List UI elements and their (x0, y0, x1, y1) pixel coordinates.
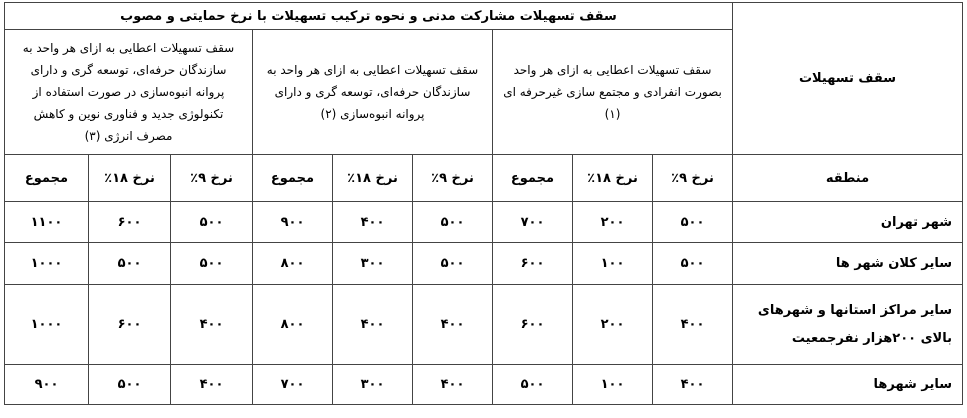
col-header: نرخ ۱۸٪ (573, 155, 653, 202)
value-cell: ۹۰۰ (253, 202, 333, 243)
value-cell: ۳۰۰ (333, 243, 413, 285)
value-cell: ۲۰۰ (573, 285, 653, 365)
col-header: نرخ ۱۸٪ (333, 155, 413, 202)
value-cell: ۹۰۰ (5, 365, 89, 405)
table-title: سقف تسهیلات مشارکت مدنی و نحوه ترکیب تسهیلات با نرخ حمایتی و مصوب (5, 3, 733, 30)
value-cell: ۷۰۰ (493, 202, 573, 243)
value-cell: ۱۰۰۰ (5, 285, 89, 365)
value-cell: ۴۰۰ (653, 285, 733, 365)
region-label: شهر تهران (733, 202, 963, 243)
col-header: مجموع (493, 155, 573, 202)
value-cell: ۶۰۰ (89, 285, 171, 365)
value-cell: ۸۰۰ (253, 243, 333, 285)
table-row (5, 202, 963, 243)
value-cell: ۵۰۰ (89, 243, 171, 285)
region-label: سایر مراکز استانها و شهرهای بالای ۲۰۰هزار نفرجمعیت (733, 285, 963, 365)
value-cell: ۵۰۰ (89, 365, 171, 405)
value-cell: ۱۰۰ (573, 365, 653, 405)
value-cell: ۳۰۰ (333, 365, 413, 405)
value-cell: ۱۱۰۰ (5, 202, 89, 243)
col-header: مجموع (5, 155, 89, 202)
value-cell: ۵۰۰ (493, 365, 573, 405)
value-cell: ۷۰۰ (253, 365, 333, 405)
value-cell: ۴۰۰ (333, 202, 413, 243)
group-header-2: سقف تسهیلات اعطایی به ازای هر واحد به سازندگان حرفه‌ای، توسعه گری و دارای پروانه انبوه‌سازی (۲) (253, 30, 493, 155)
value-cell: ۴۰۰ (413, 285, 493, 365)
value-cell: ۵۰۰ (653, 243, 733, 285)
value-cell: ۵۰۰ (413, 202, 493, 243)
table-row (5, 365, 963, 405)
value-cell: ۵۰۰ (653, 202, 733, 243)
col-header: نرخ ۹٪ (653, 155, 733, 202)
value-cell: ۶۰۰ (493, 285, 573, 365)
value-cell: ۶۰۰ (493, 243, 573, 285)
header-corner-bottom: منطقه (733, 155, 963, 202)
header-corner-top: سقف تسهیلات (733, 3, 963, 155)
region-label: سایر شهرها (733, 365, 963, 405)
value-cell: ۱۰۰۰ (5, 243, 89, 285)
col-header: مجموع (253, 155, 333, 202)
table-row (5, 243, 963, 285)
value-cell: ۴۰۰ (653, 365, 733, 405)
value-cell: ۴۰۰ (413, 365, 493, 405)
col-header: نرخ ۹٪ (413, 155, 493, 202)
value-cell: ۶۰۰ (89, 202, 171, 243)
col-header: نرخ ۹٪ (171, 155, 253, 202)
value-cell: ۵۰۰ (171, 243, 253, 285)
value-cell: ۸۰۰ (253, 285, 333, 365)
group-header-3: سقف تسهیلات اعطایی به ازای هر واحد به سازندگان حرفه‌ای، توسعه گری و دارای پروانه انبوه‌سازی در صورت استفاده از تکنولوژی جدید و فناوری نوین و کاهش مصرف انرژی (۳) (5, 30, 253, 155)
value-cell: ۵۰۰ (171, 202, 253, 243)
value-cell: ۵۰۰ (413, 243, 493, 285)
facilities-table (4, 2, 963, 405)
value-cell: ۲۰۰ (573, 202, 653, 243)
value-cell: ۱۰۰ (573, 243, 653, 285)
group-header-1: سقف تسهیلات اعطایی به ازای هر واحد بصورت انفرادی و مجتمع سازی غیرحرفه ای (۱) (493, 30, 733, 155)
value-cell: ۴۰۰ (171, 365, 253, 405)
table-row (5, 285, 963, 365)
region-label: سایر کلان شهر ها (733, 243, 963, 285)
value-cell: ۴۰۰ (333, 285, 413, 365)
col-header: نرخ ۱۸٪ (89, 155, 171, 202)
value-cell: ۴۰۰ (171, 285, 253, 365)
